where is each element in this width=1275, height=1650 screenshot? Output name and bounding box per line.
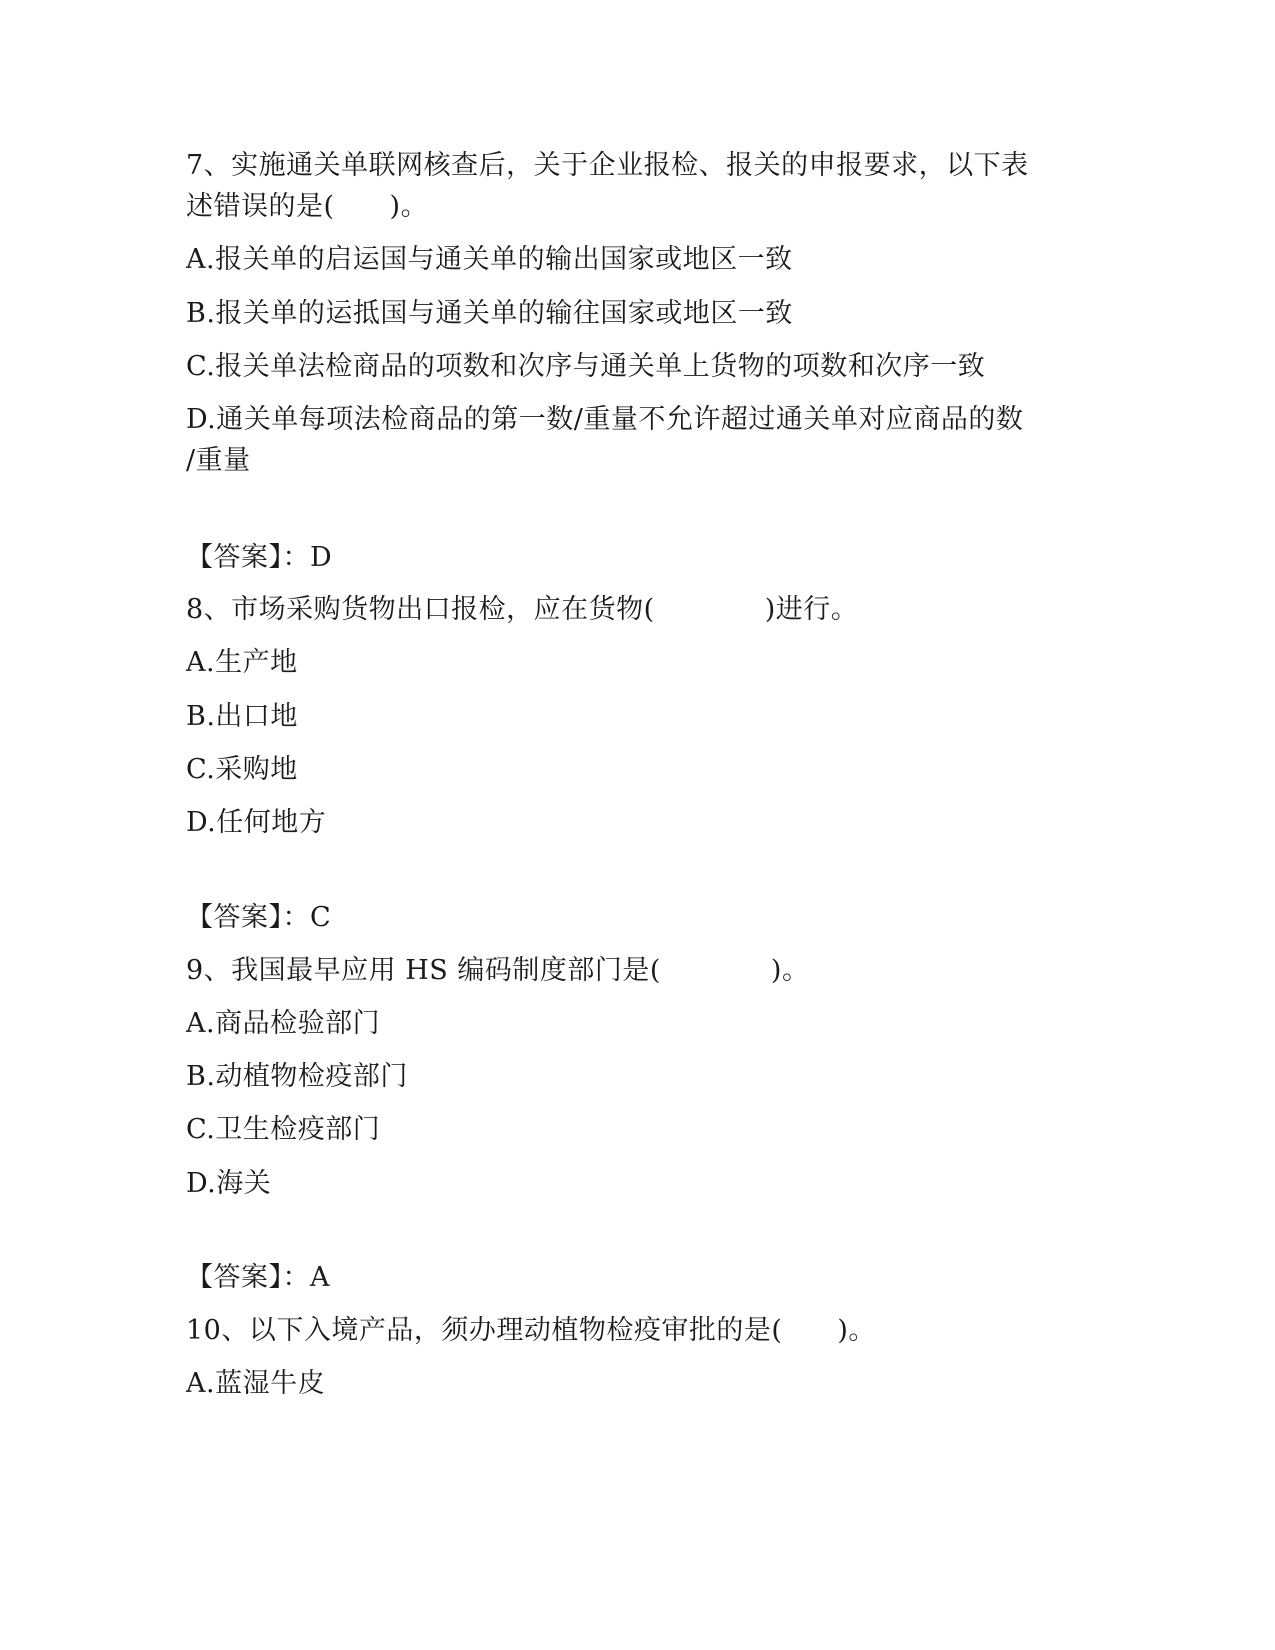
q9-option-b: B.动植物检疫部门 <box>186 1061 408 1092</box>
q7-option-a: A.报关单的启运国与通关单的输出国家或地区一致 <box>186 244 793 275</box>
q9-option-a: A.商品检验部门 <box>186 1008 381 1039</box>
q7-option-d-line1: D.通关单每项法检商品的第一数/重量不允许超过通关单对应商品的数 <box>186 404 1024 435</box>
q10-option-a: A.蓝湿牛皮 <box>186 1368 326 1399</box>
q7-option-b: B.报关单的运抵国与通关单的输往国家或地区一致 <box>186 298 793 329</box>
q9-answer: 【答案】：A <box>186 1262 330 1293</box>
q8-option-b: B.出口地 <box>186 701 298 732</box>
q8-stem: 8、市场采购货物出口报检，应在货物( )进行。 <box>186 594 859 625</box>
q8-option-d: D.任何地方 <box>186 807 327 838</box>
q8-option-a: A.生产地 <box>186 647 298 678</box>
q7-answer: 【答案】：D <box>186 542 333 573</box>
q7-option-c: C.报关单法检商品的项数和次序与通关单上货物的项数和次序一致 <box>186 351 986 382</box>
q9-stem: 9、我国最早应用 HS 编码制度部门是( )。 <box>186 955 810 986</box>
q10-stem: 10、以下入境产品，须办理动植物检疫审批的是( )。 <box>186 1315 876 1346</box>
q7-option-d-line2: /重量 <box>186 445 251 476</box>
q9-option-c: C.卫生检疫部门 <box>186 1114 381 1145</box>
q8-option-c: C.采购地 <box>186 754 298 785</box>
q7-stem-line1: 7、实施通关单联网核查后，关于企业报检、报关的申报要求，以下表 <box>186 150 1029 181</box>
q9-option-d: D.海关 <box>186 1168 272 1199</box>
q8-answer: 【答案】：C <box>186 902 332 933</box>
q7-stem-line2: 述错误的是( )。 <box>186 191 429 222</box>
